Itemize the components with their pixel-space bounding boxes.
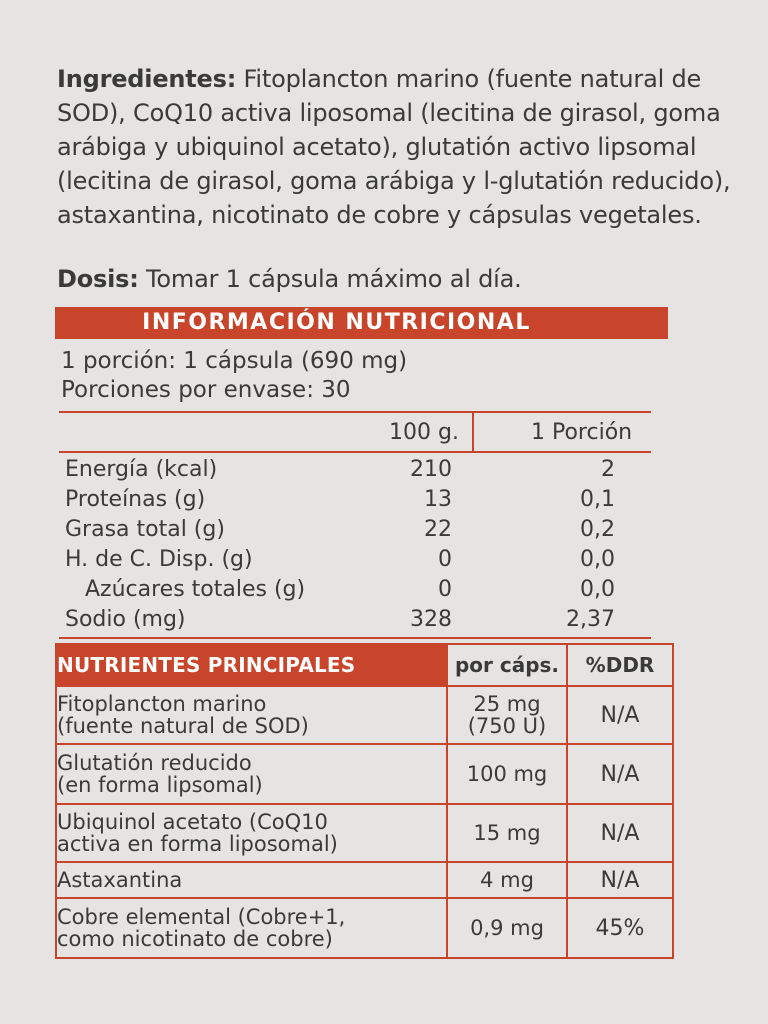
nutrition-value-100g: 22 [424,517,452,542]
nutrition-info-banner [55,307,668,339]
dosis-paragraph [57,262,737,296]
ingredients-text: Fitoplancton marino (fuente natural de SOD), CoQ10 activa liposomal (lecitina de girasol, goma arábiga y ubiquinol acetato), glutatión activo lipsomal (lecitina de girasol, goma arábiga y l-glutatión reducido), astaxantina, nicotinato de cobre y cápsulas vegetales. [57,65,731,229]
nutrition-row-label: Azúcares totales (g) [85,577,306,602]
nutrient-name-line1: Glutatión reducido [57,751,252,775]
nutrition-row-label: Grasa total (g) [65,517,225,542]
nutrient-name [56,862,447,898]
nutrition-value-portion: 0,0 [580,577,615,602]
nutrient-amount [447,744,567,804]
nutrient-ddr: N/A [567,862,673,898]
nutrition-value-portion: 0,2 [580,517,615,542]
nutrient-row [56,744,673,804]
ingredients-label: Ingredientes: [57,65,237,93]
col-header-100g: 100 g. [389,420,459,445]
nutrient-amount-value: 100 mg [466,762,548,786]
nutrient-amount [447,862,567,898]
col-header-ddr: %DDR [567,644,673,686]
nutrition-value-portion: 0,1 [580,487,615,512]
nutrient-amount [447,898,567,958]
nutrient-name-line1: Astaxantina [57,868,183,892]
nutrition-table-header-rule [59,451,651,453]
nutrition-value-100g: 0 [438,547,452,572]
nutrition-table-bottom-rule [59,637,651,639]
main-nutrients-body [56,686,673,958]
nutrition-value-portion: 0,0 [580,547,615,572]
col-header-portion: 1 Porción [531,420,633,445]
nutrient-ddr: N/A [567,804,673,862]
nutrient-ddr: N/A [567,686,673,744]
nutrient-amount [447,804,567,862]
ingredients-paragraph [57,62,737,232]
nutrient-name-line2: como nicotinato de cobre) [57,927,333,951]
nutrient-name [56,744,447,804]
nutrient-amount [447,686,567,744]
nutrient-name-line1: Ubiquinol acetato (CoQ10 [57,810,328,834]
dosis-label: Dosis: [57,265,139,293]
nutrient-name-line2: activa en forma liposomal) [57,832,338,856]
nutrition-value-100g: 13 [424,487,452,512]
nutrition-row [0,485,768,515]
nutrition-value-portion: 2 [601,457,615,482]
nutrition-row-label: H. de C. Disp. (g) [65,547,253,572]
nutrition-table-top-rule [59,411,651,413]
nutrition-row [0,455,768,485]
nutrition-value-100g: 210 [410,457,452,482]
nutrient-amount-value: 25 mg [473,692,541,716]
nutrient-row [56,862,673,898]
nutrition-row [0,605,768,635]
nutrient-row [56,804,673,862]
nutrition-row [0,515,768,545]
nutrient-row [56,898,673,958]
nutrition-info-title: INFORMACIÓN NUTRICIONAL [142,310,531,335]
nutrient-amount-units: (750 U) [467,714,547,738]
nutrition-header-divider [472,411,474,451]
nutrition-value-100g: 0 [438,577,452,602]
nutrient-name-line1: Fitoplancton marino [57,692,267,716]
nutrition-row-label: Energía (kcal) [65,457,218,482]
main-nutrients-header: NUTRIENTES PRINCIPALES [56,644,447,686]
nutrient-name-line1: Cobre elemental (Cobre+1, [57,905,346,929]
nutrition-row-label: Sodio (mg) [65,607,186,632]
nutrient-name [56,804,447,862]
nutrition-row-label: Proteínas (g) [65,487,206,512]
nutrient-name [56,686,447,744]
nutrient-amount-value: 4 mg [480,868,534,892]
nutrient-name-line2: (en forma lipsomal) [57,773,263,797]
nutrient-name-line2: (fuente natural de SOD) [57,714,309,738]
nutrient-ddr: 45% [567,898,673,958]
nutrient-name [56,898,447,958]
nutrition-row [0,545,768,575]
col-header-per-capsule: por cáps. [447,644,567,686]
nutrition-value-portion: 2,37 [566,607,615,632]
main-nutrients-table [55,643,674,959]
nutrient-amount-value: 15 mg [473,821,541,845]
dosis-text: Tomar 1 cápsula máximo al día. [138,265,522,293]
nutrition-row [0,575,768,605]
nutrition-value-100g: 328 [410,607,452,632]
portion-size: 1 porción: 1 cápsula (690 mg) [61,348,408,374]
servings-per-container: Porciones por envase: 30 [61,377,351,403]
nutrient-row [56,686,673,744]
nutrient-ddr: N/A [567,744,673,804]
nutrient-amount-value: 0,9 mg [470,916,544,940]
